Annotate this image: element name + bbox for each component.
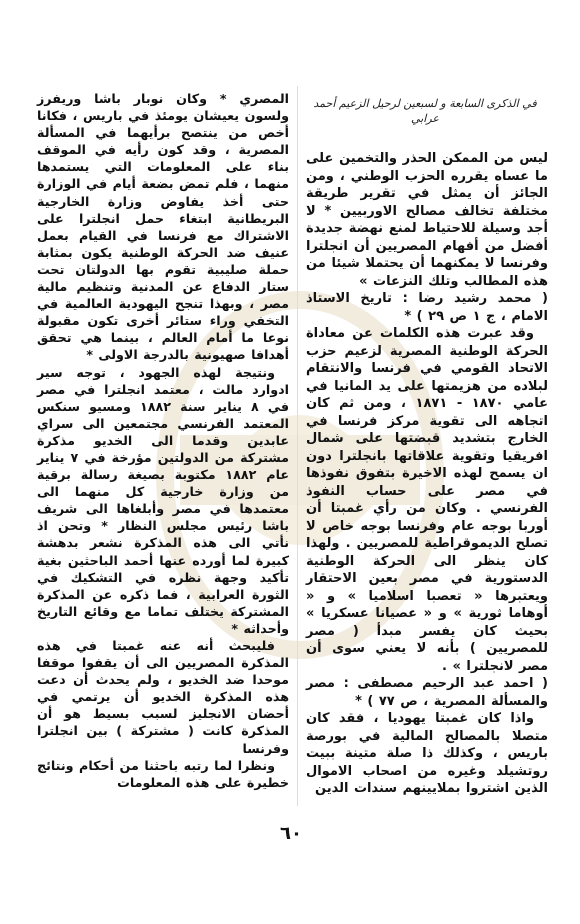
left-column xyxy=(37,90,289,791)
paragraph: ونتيجة لهذه الجهود ، توجه سير ادوارد مالت ، معتمد انجلترا في مصر في ٨ يناير سنة ١٨٨٢ ومسيو سنكس المعتمد الفرنسي مجتمعين الى سراي عابدين وقدما الى الخديو مذكرة مشتركة من الدولتين مؤرخة في ٧ يناير عام ١٨٨٢ مكتوبة بصيغة رسالة برقية من وزارة خارجية كل منهما الى معتمدها في مصر وأبلغاها الى شريف باشا رئيس مجلس النظار * وتحن اذ نأتي الى هذه المذكرة نشعر بدهشة كبيرة لما أورده عنها أحمد الباحثين بغية تأكيد وجهة نظره في التشكيك في الثورة العرابية ، فما ذكره عن المذكرة المشتركة يختلف تماما مع وقائع التاريخ وأحداثه * xyxy=(37,364,290,636)
side-header: في الذكرى السابعة و لسبعين لرحيل الزعيم أحمد عرابي xyxy=(313,97,537,125)
citation: ( احمد عبد الرحيم مصطفى : مصر والمسألة المصرية ، ص ٧٧ ) * xyxy=(306,676,548,709)
paragraph: وقد عبرت هذه الكلمات عن معاداة الحركة الوطنية المصرية لزعيم حزب الاتحاد القومي في فرنسا والانتقام لبلاده من هزيمتها على يد المانيا في عامي ١٨٧٠ - ١٨٧١ ، ومن ثم كان اتجاهه الى تقوية مركز فرنسا في الخارج بتشديد قبضتها على شمال افريقيا وتقوية علاقاتها بانجلترا دون ان يسمح لهذه الاخيرة بتفوق نفوذها في مصر على حساب النفوذ الفرنسي . وكان من رأي غمبتا أن أوربا بوجه عام وفرنسا بوجه خاص لا تصلح الديموقراطية للمصريين . ولهذا كان ينظر الى الحركة الوطنية الدستورية في مصر بعين الاحتقار ويعتبرها « تعصبا اسلاميا » و « أوهاما ثورية » و « عصيانا عسكريا » بحيث كان يفسر مبدأ ( مصر للمصريين ) بأنه لا يعني سوى أن مصر لانجلترا » . xyxy=(306,326,548,674)
paragraph: واذا كان غمبتا يهوديا ، فقد كان متصلا بالمصالح المالية في بورصة باريس ، وكذلك ذا صلة متينة ببيت روتشيلد وغيره من اصحاب الاموال الذين اشتروا بملايينهم سندات الدين xyxy=(306,711,548,796)
column-divider xyxy=(297,86,298,806)
right-column xyxy=(306,150,548,798)
paragraph: ونظرا لما رتبه باحثنا من أحكام ونتائج خطيرة على هذه المعلومات xyxy=(37,757,289,790)
page-number: ٦٠ xyxy=(280,823,302,844)
paragraph: فليبحث أنه عنه غمبتا في هذه المذكرة المصريين الى أن يقفوا موقفا موحدا ضد الخديو ، ولم يحدث أن دعت هذه المذكرة الخديو أن يرتمي في أحضان الانجليز لسبب بسيط هو أن المذكرة كانت ( مشتركة ) بين انجلترا وفرنسا xyxy=(37,638,289,756)
paragraph: المصري * وكان نوبار باشا وريفرز ولسون يعيشان يومئذ في باريس ، فكانا أخص من ينتصح برأيهما في المسألة المصرية ، وقد كون رأيه في الموقف بناء على المعلومات التي يستمدها منهما ، فلم تمض بضعة أيام في الوزارة حتى أخذ يفاوض وزارة الخارجية البريطانية ابتغاء حمل انجلترا على الاشتراك مع فرنسا في القيام بعمل عنيف ضد الحركة الوطنية يكون بمثابة حملة صليبية تقوم بها الدولتان تحت ستار الدفاع عن المدنية وتنظيم مالية مصر ، وبهذا تنجح اليهودية العالمية في التخفي وراء ستائر أخرى تكون مقبولة نوعا ما أمام العالم ، بينما هي تحقق أهدافا صهيونية بالدرجة الاولى * xyxy=(37,91,289,363)
paragraph: ليس من الممكن الحذر والتخمين على ما عساه يقرره الحزب الوطني ، ومن الجائز أن يمثل في تقرير طريقة مختلفة تخالف مصالح الاوربيين * لا أجد وسيلة للاحتياط لمنع نهضة جديدة أفضل من أفهام المصريين أن انجلترا وفرنسا لا يمكنهما أن يحتملا شيئا من هذه المطالب وتلك النزعات » xyxy=(306,151,548,289)
citation: ( محمد رشيد رضا : تاريخ الاستاذ الامام ، ج ١ ص ٢٩ ) * xyxy=(306,291,548,324)
